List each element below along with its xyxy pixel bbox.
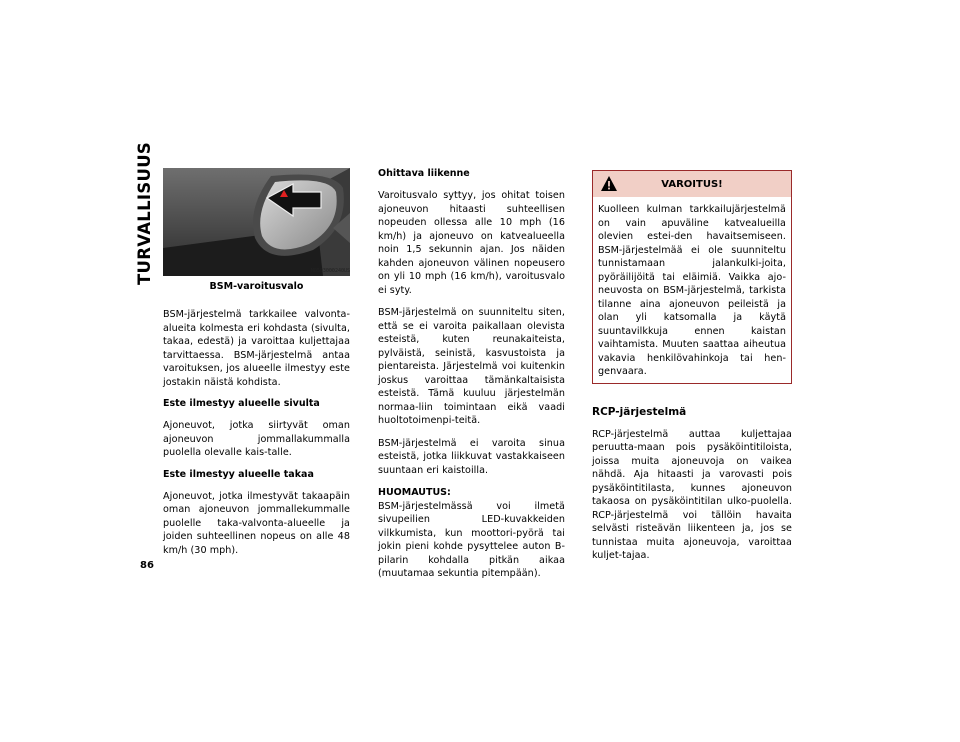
rcp-title: RCP-järjestelmä <box>592 405 687 418</box>
warning-body <box>593 197 791 383</box>
warning-box <box>592 170 792 384</box>
note-heading: HUOMAUTUS: <box>378 487 451 498</box>
rear-heading: Este ilmestyy alueelle takaa <box>163 468 314 480</box>
figure-caption: BSM-varoitusvalo <box>209 281 304 292</box>
oncoming-paragraph: BSM-järjestelmä ei varoita sinua esteistä, jotka liikkuvat vastakkaiseen suuntaan eri kaistoilla. <box>378 437 565 476</box>
mirror-figure <box>163 168 350 276</box>
rcp-paragraph: RCP-järjestelmä auttaa kuljettajaa peruutta-maan pois pysäköintitiloista, joissa muita ajoneuvoja on vaikea nähdä. Aja hitaasti ja varovasti pois pysäköintitilasta, kunnes ajoneuvon takaosa on pysäköintitilan ulko-puolella. RCP-järjestelmä voi tällöin havaita selvästi risteävän liikenteen ja, jos se tunnistaa muita ajoneuvoja, varoittaa kuljet-tajaa. <box>592 428 792 561</box>
intro-paragraph: BSM-järjestelmä tarkkailee valvonta-alueita kolmesta eri kohdasta (sivulta, takaa, edestä) ja varoittaa kuljettajaa tarvittaessa. BSM-järjestelmä antaa varoituksen, jos alueelle ilmestyy este jostakin näistä kohdista. <box>163 309 350 388</box>
side-mirror-illustration <box>163 168 350 276</box>
warning-header <box>593 171 791 197</box>
stationary-paragraph: BSM-järjestelmä on suunniteltu siten, että se ei varoita paikallaan olevista esteistä, kuten reunakaiteista, pylväistä, seinistä, kasvustoista ja pientareista. Järjestelmä voi kuitenkin joskus varoittaa tämänkaltaisista esteistä. Tämä kuuluu järjestelmän normaa-liin toimintaan eikä vaadi huoltotoimenpi-teitä. <box>378 307 565 426</box>
warning-title: VAROITUS! <box>661 178 723 190</box>
note-paragraph: BSM-järjestelmässä voi ilmetä sivupeilien LED-kuvakkeiden vilkkumista, kun moottori-pyörä tai jokin pieni kohde pysyttelee auton B-pilarin kohdalla pitkän aikaa (muutamaa sekuntia pitempään). <box>378 500 565 579</box>
overtake-paragraph: Varoitusvalo syttyy, jos ohitat toisen ajoneuvon hitaasti suhteellisen nopeuden ollessa alle 10 mph (16 km/h) ja ajoneuvo on katvealueella noin 1,5 sekunnin ajan. Jos näiden kahden ajoneuvon välinen nopeusero on yli 10 mph (16 km/h), varoitusvalo ei syty. <box>378 190 565 296</box>
warning-text: Kuolleen kulman tarkkailujärjestelmä on vain apuväline katvealueilla olevien estei-den havaitsemiseen. BSM-järjestelmää ei ole suunniteltu tunnistamaan jalankulki-joita, pyöräilijöitä tai eläimiä. Vaikka ajo-neuvosta on BSM-järjestelmä, tarkista tilanne aina ajoneuvon peileistä ja olan yli katsomalla ja käytä suuntavilkkuja ennen kaistan vaihtamista. Muuten saattaa aiheutua vakavia henkilövahinkoja tai hen-genvaara. <box>598 204 786 377</box>
side-heading: Este ilmestyy alueelle sivulta <box>163 398 320 409</box>
page-number: 86 <box>140 560 154 571</box>
rear-paragraph: Ajoneuvot, jotka ilmestyvät takaapäin oman ajoneuvon jommallekummalle puolelle taka-valvonta-alueelle ja joiden suhteellinen nopeus on alle 48 km/h (30 mph). <box>163 490 350 556</box>
overtake-heading: Ohittava liikenne <box>378 168 470 179</box>
column-right <box>592 170 792 572</box>
side-paragraph: Ajoneuvot, jotka siirtyvät oman ajoneuvon jommallakummalla puolella olevalle kais-talle. <box>163 420 350 458</box>
warning-icon <box>600 175 618 192</box>
section-side-label: TURVALLISUUS <box>135 141 154 285</box>
figure-code: M0503000240US <box>310 268 350 274</box>
column-left <box>163 168 350 566</box>
column-middle <box>378 168 565 590</box>
